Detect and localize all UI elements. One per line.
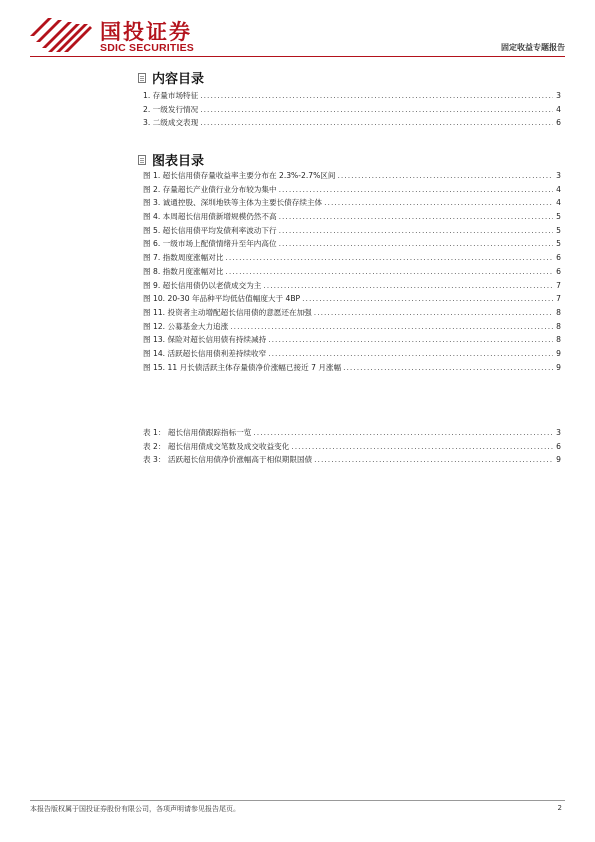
footer-divider — [30, 800, 565, 801]
leader-dots — [338, 171, 554, 180]
table-entry[interactable] — [143, 427, 561, 441]
leader-dots — [253, 428, 553, 437]
table-entry[interactable] — [143, 454, 561, 468]
figure-entry-label: 图 1. 超长信用债存量收益率主要分布在 2.3%-2.7%区间 — [143, 171, 336, 180]
toc-entry[interactable] — [143, 104, 561, 118]
figure-entry[interactable] — [143, 348, 561, 362]
figure-entry-label: 图 15. 11 月长债活跃主体存量债净价涨幅已接近 7 月涨幅 — [143, 362, 342, 372]
figure-entry[interactable] — [143, 321, 561, 335]
figure-entry[interactable] — [143, 197, 561, 211]
figure-entry-label: 图 6. 一级市场上配债情绪升至年内高位 — [143, 239, 277, 249]
logo-chinese-name: 国投证券 — [100, 20, 192, 44]
leader-dots — [263, 281, 553, 290]
figure-entry-page: 5 — [556, 212, 561, 222]
leader-dots — [268, 349, 553, 358]
figure-entry[interactable] — [143, 293, 561, 307]
figure-entry[interactable] — [143, 225, 561, 239]
figure-entry[interactable] — [143, 307, 561, 321]
table-entry-page: 6 — [556, 441, 561, 451]
figure-entry-label: 图 9. 超长信用债仍以老债成交为主 — [143, 280, 262, 290]
leader-dots — [279, 185, 553, 194]
figure-entry[interactable] — [143, 280, 561, 294]
report-type-label: 固定收益专题报告 — [501, 43, 565, 52]
figure-entry[interactable] — [143, 211, 561, 225]
leader-dots — [200, 105, 553, 114]
figure-entry[interactable] — [143, 362, 561, 376]
leader-dots — [302, 294, 553, 303]
leader-dots — [314, 308, 553, 317]
figure-entry-page: 5 — [556, 225, 561, 235]
leader-dots — [314, 455, 553, 464]
table-entry[interactable] — [143, 441, 561, 455]
leader-dots — [343, 363, 553, 372]
figure-entry-label: 图 10. 20-30 年品种平均低估值幅度大于 4BP — [143, 294, 301, 304]
footer-disclaimer: 本报告版权属于国投证券股份有限公司，各项声明请参见报告尾页。 — [30, 805, 240, 813]
table-entry-label: 表 2： 超长信用债成交笔数及成交收益变化 — [143, 441, 290, 451]
figure-entry-label: 图 11. 投资者主动增配超长信用债的意愿还在加强 — [143, 307, 312, 317]
leader-dots — [200, 91, 553, 100]
figures-list — [143, 170, 561, 375]
figure-entry[interactable] — [143, 184, 561, 198]
figure-entry[interactable] — [143, 266, 561, 280]
figure-entry-label: 图 4. 本周超长信用债新增规模仍然不高 — [143, 212, 277, 222]
figure-entry-label: 图 5. 超长信用债平均发债利率波动下行 — [143, 225, 277, 235]
figure-entry-label: 图 13. 保险对超长信用债有持续减持 — [143, 335, 267, 345]
figure-entry-page: 8 — [556, 335, 561, 345]
figure-entry-label: 图 2. 存量超长产业债行业分布较为集中 — [143, 184, 277, 194]
figure-entry-page: 8 — [556, 307, 561, 317]
page-number: 2 — [557, 804, 562, 812]
toc-entry-page: 4 — [556, 104, 561, 114]
document-icon — [138, 73, 146, 83]
figure-entry-label: 图 3. 诚通控股、深圳地铁等主体为主要长债存续主体 — [143, 198, 323, 208]
toc-entry-label: 3. 二级成交表现 — [143, 118, 199, 128]
toc-entry-page: 3 — [556, 91, 561, 100]
contents-title-text: 内容目录 — [152, 72, 205, 87]
figure-entry-label: 图 8. 指数月度涨幅对比 — [143, 266, 224, 276]
header-divider — [30, 56, 565, 57]
document-icon — [138, 155, 146, 165]
figure-entry[interactable] — [143, 252, 561, 266]
figure-entry-page: 6 — [556, 266, 561, 276]
toc-entry[interactable] — [143, 117, 561, 131]
sdic-logo — [30, 14, 200, 58]
leader-dots — [279, 212, 553, 221]
figure-entry[interactable] — [143, 238, 561, 252]
figure-entry-page: 7 — [556, 294, 561, 304]
table-entry-label: 表 1： 超长信用债跟踪指标一览 — [143, 428, 252, 437]
table-entry-page: 3 — [556, 428, 561, 437]
table-entry-page: 9 — [556, 455, 561, 465]
leader-dots — [200, 118, 553, 127]
figure-entry-page: 9 — [556, 362, 561, 372]
figure-entry-page: 9 — [556, 348, 561, 358]
figure-entry-page: 3 — [556, 171, 561, 180]
leader-dots — [230, 322, 553, 331]
leader-dots — [324, 198, 553, 207]
leader-dots — [225, 253, 553, 262]
figure-entry-page: 7 — [556, 280, 561, 290]
tables-list — [143, 427, 561, 468]
leader-dots — [291, 442, 553, 451]
toc-entry-label: 2. 一级发行情况 — [143, 104, 199, 114]
figure-entry-page: 6 — [556, 253, 561, 263]
figure-entry-label: 图 12. 公募基金大力追涨 — [143, 321, 229, 331]
logo-english-name: SDIC SECURITIES — [100, 42, 195, 54]
leader-dots — [268, 335, 553, 344]
leader-dots — [279, 226, 553, 235]
leader-dots — [225, 267, 553, 276]
figure-entry-label: 图 14. 活跃超长信用债利差持续收窄 — [143, 348, 267, 358]
figure-entry-page: 4 — [556, 198, 561, 208]
logo-stripes-icon — [30, 14, 94, 54]
toc-entry-label: 1. 存量市场特征 — [143, 91, 199, 100]
figure-entry-label: 图 7. 指数周度涨幅对比 — [143, 253, 224, 263]
table-entry-label: 表 3： 活跃超长信用债净价涨幅高于相似期限国债 — [143, 455, 313, 465]
figures-title-text: 图表目录 — [152, 154, 205, 169]
contents-list — [143, 90, 561, 131]
figures-section-title — [138, 150, 204, 169]
figure-entry-page: 4 — [556, 184, 561, 194]
toc-entry[interactable] — [143, 90, 561, 104]
figure-entry[interactable] — [143, 170, 561, 184]
leader-dots — [279, 239, 553, 248]
toc-entry-page: 6 — [556, 118, 561, 128]
page-header — [0, 0, 595, 62]
figure-entry[interactable] — [143, 334, 561, 348]
figure-entry-page: 8 — [556, 321, 561, 331]
figure-entry-page: 5 — [556, 239, 561, 249]
contents-section-title — [138, 68, 204, 87]
